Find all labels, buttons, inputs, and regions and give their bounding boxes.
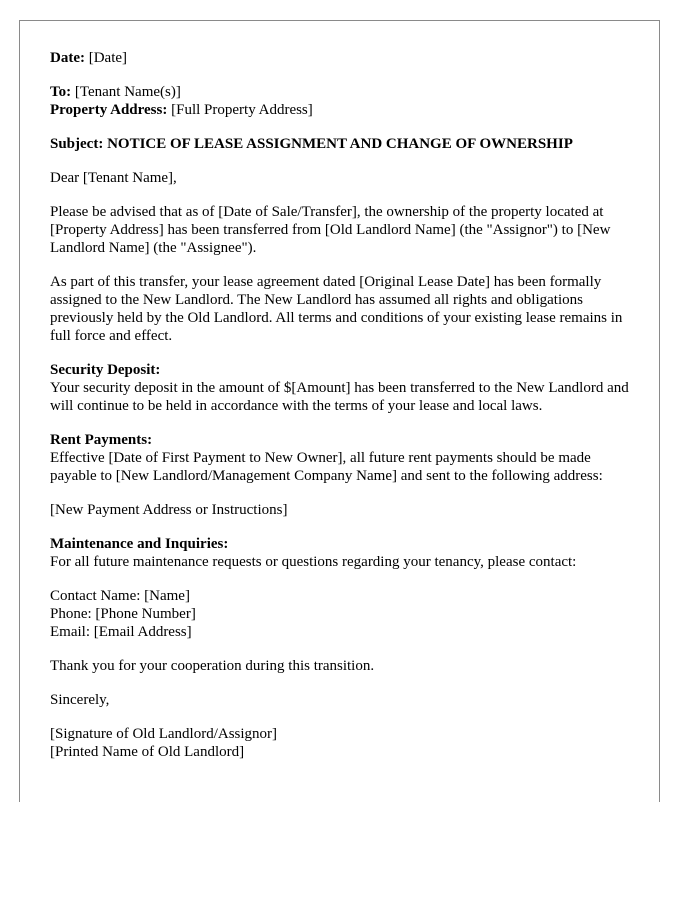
contact-phone: Phone: [Phone Number] [50, 606, 196, 622]
rent-payments-heading: Rent Payments: [50, 432, 153, 448]
security-deposit-section [50, 361, 640, 415]
payment-address-text: [New Payment Address or Instructions] [50, 502, 288, 518]
rent-payments-section [50, 431, 640, 485]
contact-block [50, 587, 640, 641]
sign-off-text: Sincerely, [50, 692, 110, 708]
security-deposit-heading: Security Deposit: [50, 362, 161, 378]
contact-email: Email: [Email Address] [50, 624, 192, 640]
payment-address [50, 501, 640, 519]
subject-line [50, 135, 640, 153]
printed-name-line: [Printed Name of Old Landlord] [50, 744, 245, 760]
date-label: Date: [50, 50, 85, 66]
maintenance-section [50, 535, 640, 571]
paragraph-ownership-transfer [50, 203, 640, 257]
signature-line: [Signature of Old Landlord/Assignor] [50, 726, 278, 742]
maintenance-text: For all future maintenance requests or questions regarding your tenancy, please contact: [50, 554, 577, 570]
salutation [50, 169, 640, 187]
thanks-text: Thank you for your cooperation during this transition. [50, 658, 375, 674]
paragraph-1-text: Please be advised that as of [Date of Sale/Transfer], the ownership of the property located at [Property Address] has been transferred from [Old Landlord Name] (the "Assignor") to [New Landlord Name] (the "Assignee"). [50, 204, 611, 256]
letter-page [19, 20, 660, 802]
paragraph-2-text: As part of this transfer, your lease agreement dated [Original Lease Date] has been formally assigned to the New Landlord. The New Landlord has assumed all rights and obligations previously held by the Old Landlord. All terms and conditions of your existing lease remains in full force and effect. [50, 274, 623, 344]
date-line [50, 49, 640, 67]
to-value: [Tenant Name(s)] [74, 84, 181, 100]
contact-name: Contact Name: [Name] [50, 588, 190, 604]
security-deposit-text: Your security deposit in the amount of $[Amount] has been transferred to the New Landlord and will continue to be held in accordance with the terms of your lease and local laws. [50, 380, 629, 414]
property-address-value: [Full Property Address] [171, 102, 313, 118]
date-value: [Date] [88, 50, 128, 66]
thanks-line [50, 657, 640, 675]
signature-block [50, 725, 640, 761]
subject-label: Subject: [50, 136, 104, 152]
property-address-label: Property Address: [50, 102, 168, 118]
rent-payments-text: Effective [Date of First Payment to New Owner], all future rent payments should be made payable to [New Landlord/Management Company Name] and sent to the following address: [50, 450, 603, 484]
subject-value: NOTICE OF LEASE ASSIGNMENT AND CHANGE OF OWNERSHIP [107, 136, 573, 152]
maintenance-heading: Maintenance and Inquiries: [50, 536, 229, 552]
paragraph-lease-assignment [50, 273, 640, 345]
salutation-text: Dear [Tenant Name], [50, 170, 177, 186]
sign-off [50, 691, 640, 709]
recipient-block [50, 83, 640, 119]
to-label: To: [50, 84, 72, 100]
letter-content [50, 49, 640, 777]
